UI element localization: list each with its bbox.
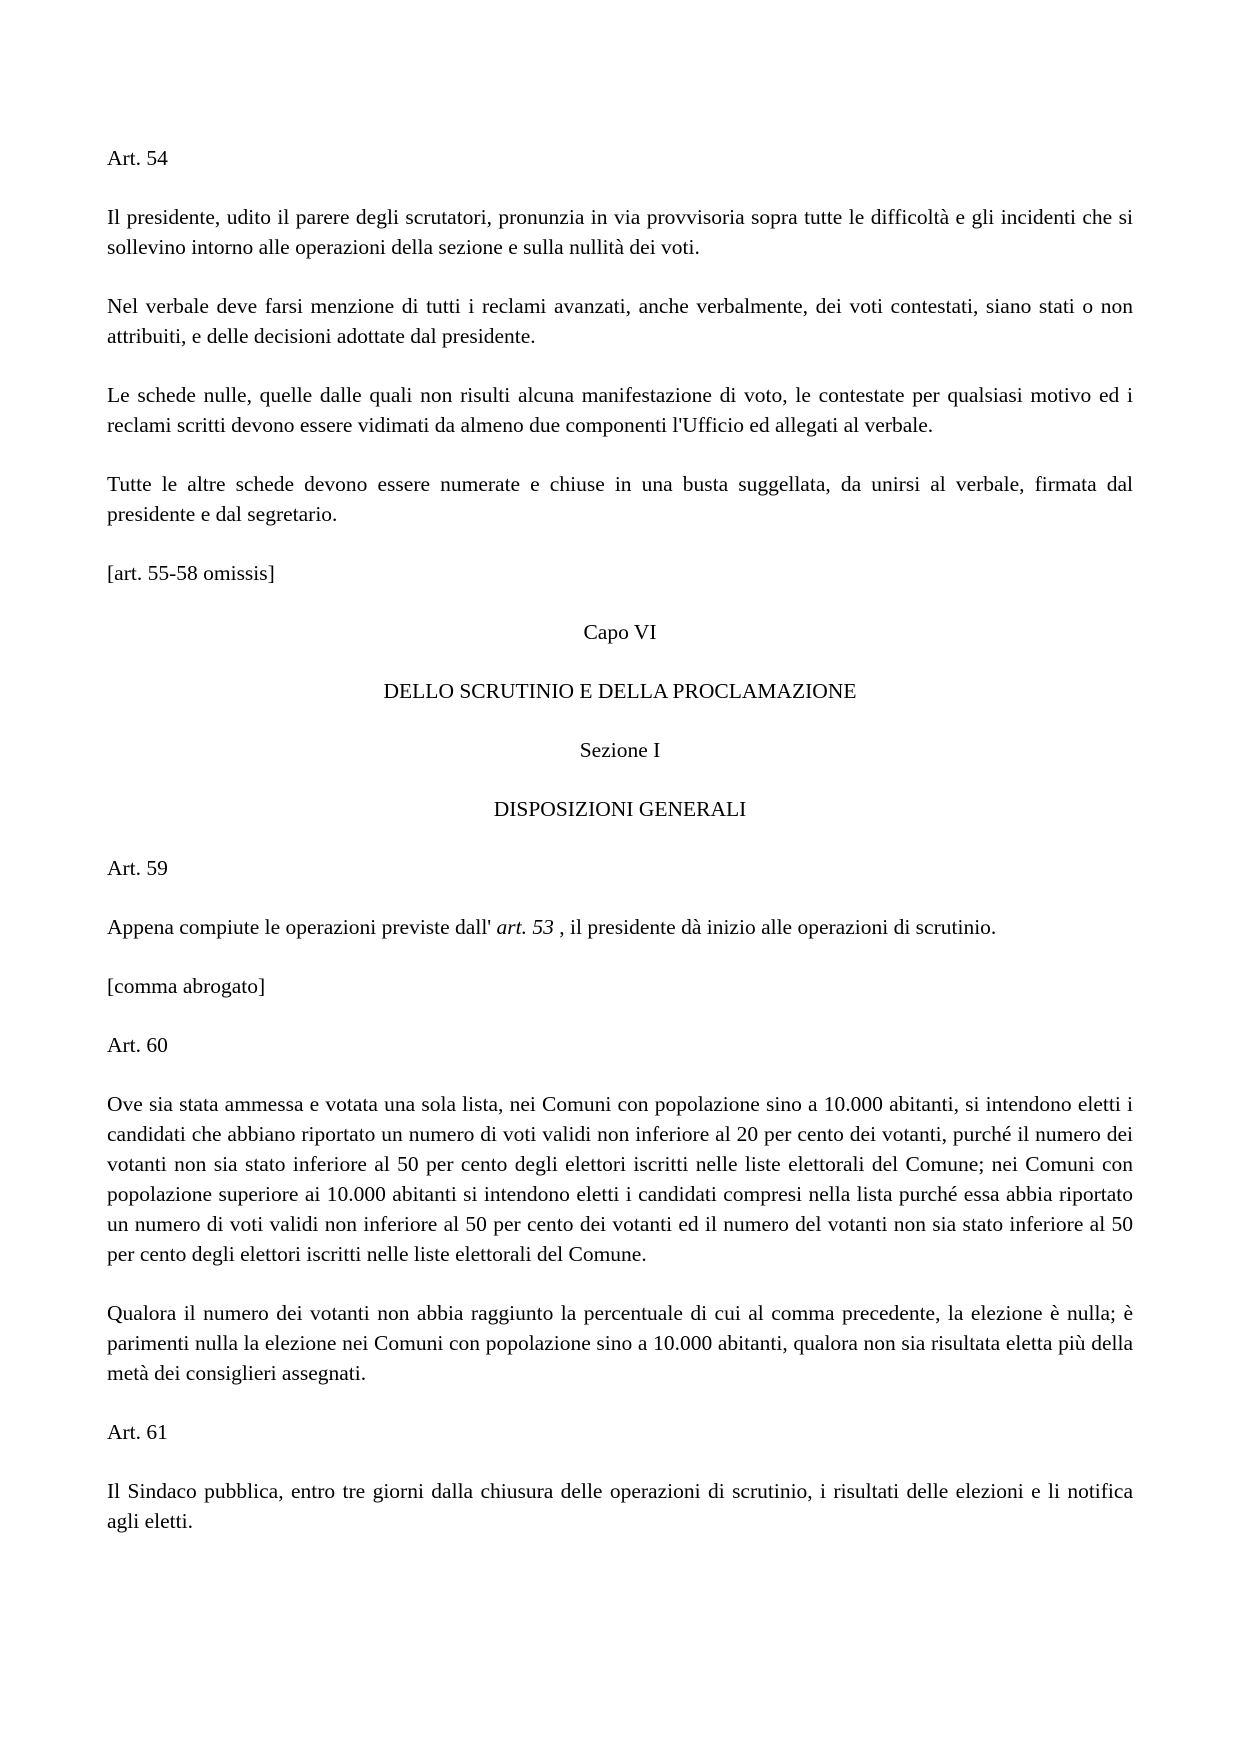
abrogated-comma-note: [comma abrogato] bbox=[107, 974, 266, 998]
section-title: DISPOSIZIONI GENERALI bbox=[493, 797, 747, 821]
section-heading: Sezione I bbox=[579, 738, 661, 762]
omissis-note: [art. 55-58 omissis] bbox=[107, 561, 275, 585]
article-54-paragraph-4: Tutte le altre schede devono essere numerate e chiuse in una busta suggellata, da unirsi al verbale, firmata dal presidente e dal segretario. bbox=[107, 472, 1133, 526]
article-59-paragraph-1 bbox=[107, 912, 1133, 942]
chapter-heading: Capo VI bbox=[583, 620, 657, 644]
article-61-paragraph-1: Il Sindaco pubblica, entro tre giorni dalla chiusura delle operazioni di scrutinio, i risultati delle elezioni e li notifica agli eletti. bbox=[107, 1479, 1133, 1533]
article-54-paragraph-3: Le schede nulle, quelle dalle quali non risulti alcuna manifestazione di voto, le contestate per qualsiasi motivo ed i reclami scritti devono essere vidimati da almeno due componenti l'Ufficio ed allegati al verbale. bbox=[107, 383, 1133, 437]
article-60-paragraph-1: Ove sia stata ammessa e votata una sola lista, nei Comuni con popolazione sino a 10.000 abitanti, si intendono eletti i candidati che abbiano riportato un numero di voti validi non inferiore al 20 per cento dei votanti, purché il numero dei votanti non sia stato inferiore al 50 per cento degli elettori iscritti nelle liste elettorali del Comune; nei Comuni con popolazione superiore ai 10.000 abitanti si intendono eletti i candidati compresi nella lista purché essa abbia riportato un numero di voti validi non inferiore al 50 per cento dei votanti ed il numero del votanti non sia stato inferiore al 50 per cento degli elettori iscritti nelle liste elettorali del Comune. bbox=[107, 1092, 1133, 1266]
article-60-heading: Art. 60 bbox=[107, 1033, 168, 1057]
text-segment: , il presidente dà inizio alle operazioni di scrutinio. bbox=[553, 915, 997, 939]
chapter-title: DELLO SCRUTINIO E DELLA PROCLAMAZIONE bbox=[383, 679, 857, 703]
article-reference-italic: art. 53 bbox=[496, 915, 554, 939]
article-61-heading: Art. 61 bbox=[107, 1420, 168, 1444]
article-60-paragraph-2: Qualora il numero dei votanti non abbia raggiunto la percentuale di cui al comma precedente, la elezione è nulla; è parimenti nulla la elezione nei Comuni con popolazione sino a 10.000 abitanti, qualora non sia risultata eletta più della metà dei consiglieri assegnati. bbox=[107, 1301, 1133, 1385]
article-54-paragraph-2: Nel verbale deve farsi menzione di tutti i reclami avanzati, anche verbalmente, dei voti contestati, siano stati o non attribuiti, e delle decisioni adottate dal presidente. bbox=[107, 294, 1133, 348]
article-59-heading: Art. 59 bbox=[107, 856, 168, 880]
article-54-paragraph-1: Il presidente, udito il parere degli scrutatori, pronunzia in via provvisoria sopra tutte le difficoltà e gli incidenti che si sollevino intorno alle operazioni della sezione e sulla nullità dei voti. bbox=[107, 205, 1133, 259]
text-segment: Appena compiute le operazioni previste dall' bbox=[107, 915, 497, 939]
article-54-heading: Art. 54 bbox=[107, 146, 168, 170]
